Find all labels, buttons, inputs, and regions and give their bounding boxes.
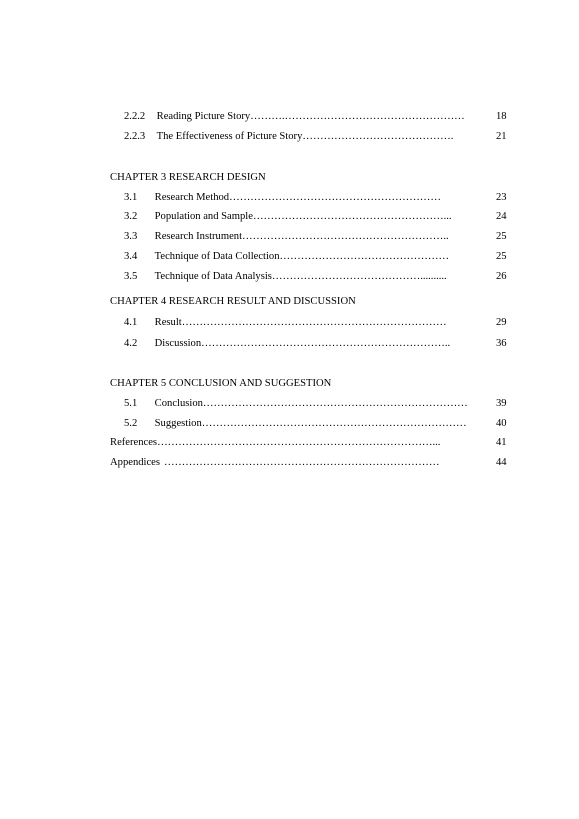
entry-page-number: 18 [496, 111, 507, 122]
entry-page-number: 25 [496, 231, 507, 242]
leader-dots: …………………………………………………………….. [201, 338, 451, 349]
entry-title: Suggestion [154, 418, 202, 429]
entry-title: Research Method [154, 192, 230, 203]
entry-title: Reading Picture Story [156, 111, 251, 122]
leader-dots: ………………………………………………………………… [202, 398, 468, 409]
entry-title: Population and Sample [154, 211, 253, 222]
entry-title: Technique of Data Collection [154, 251, 280, 262]
toc-entry [124, 337, 450, 351]
toc-entry [124, 250, 449, 264]
leader-dots: ………………………………………………... [252, 211, 452, 222]
entry-page-number: 29 [496, 317, 507, 328]
entry-number: 3.5 [124, 271, 138, 282]
toc-entry [124, 110, 465, 124]
entry-number: 5.2 [124, 418, 138, 429]
toc-entry [124, 210, 452, 224]
entry-page-number: 24 [496, 211, 507, 222]
entry-number: 2.2.2 [124, 111, 146, 122]
entry-number: 3.4 [124, 251, 138, 262]
entry-number: 2.2.3 [124, 131, 146, 142]
entry-title: Result [154, 317, 182, 328]
entry-title: Technique of Data Analysis [154, 271, 272, 282]
entry-number: 4.2 [124, 338, 138, 349]
entry-number: 5.1 [124, 398, 138, 409]
toc-entry [110, 436, 440, 450]
leader-dots: ……….…………………………………………… [250, 111, 465, 122]
entry-page-number: 40 [496, 418, 507, 429]
entry-page-number: 36 [496, 338, 507, 349]
entry-page-number: 41 [496, 437, 507, 448]
entry-number: 3.2 [124, 211, 138, 222]
toc-entry [124, 397, 468, 411]
chapter-heading: CHAPTER 3 RESEARCH DESIGN [110, 172, 266, 183]
entry-title: Discussion [154, 338, 202, 349]
chapter-heading: CHAPTER 4 RESEARCH RESULT AND DISCUSSION [110, 296, 356, 307]
entry-page-number: 23 [496, 192, 507, 203]
leader-dots: ………………………………………………………………… [201, 418, 467, 429]
leader-dots: ………………………………………… [279, 251, 450, 262]
entry-page-number: 39 [496, 398, 507, 409]
entry-title: Research Instrument [154, 231, 243, 242]
entry-number: 3.3 [124, 231, 138, 242]
entry-title: References [110, 437, 158, 448]
leader-dots: ……………………………………………………………………... [157, 437, 441, 448]
leader-dots: ………………………………………………………………… [181, 317, 447, 328]
leader-dots: …………………………………………………… [229, 192, 441, 203]
toc-entry [124, 230, 449, 244]
leader-dots: …………………………………………………………………… [164, 457, 440, 468]
entry-title: Conclusion [154, 398, 203, 409]
toc-entry [124, 417, 467, 431]
leader-dots: …………………………………….......... [271, 271, 447, 282]
toc-entry [124, 130, 453, 144]
entry-page-number: 25 [496, 251, 507, 262]
chapter-heading: CHAPTER 5 CONCLUSION AND SUGGESTION [110, 378, 332, 389]
toc-entry [124, 316, 447, 330]
toc-entry [110, 456, 439, 470]
toc-entry [124, 270, 447, 284]
entry-number: 3.1 [124, 192, 138, 203]
entry-number: 4.1 [124, 317, 138, 328]
toc-entry [124, 191, 441, 205]
entry-title: Appendices [110, 457, 161, 468]
entry-title: The Effectiveness of Picture Story [156, 131, 303, 142]
entry-page-number: 21 [496, 131, 507, 142]
leader-dots: ………………………………………………….. [242, 231, 449, 242]
leader-dots: ……………………………………. [302, 131, 454, 142]
entry-page-number: 26 [496, 271, 507, 282]
entry-page-number: 44 [496, 457, 507, 468]
